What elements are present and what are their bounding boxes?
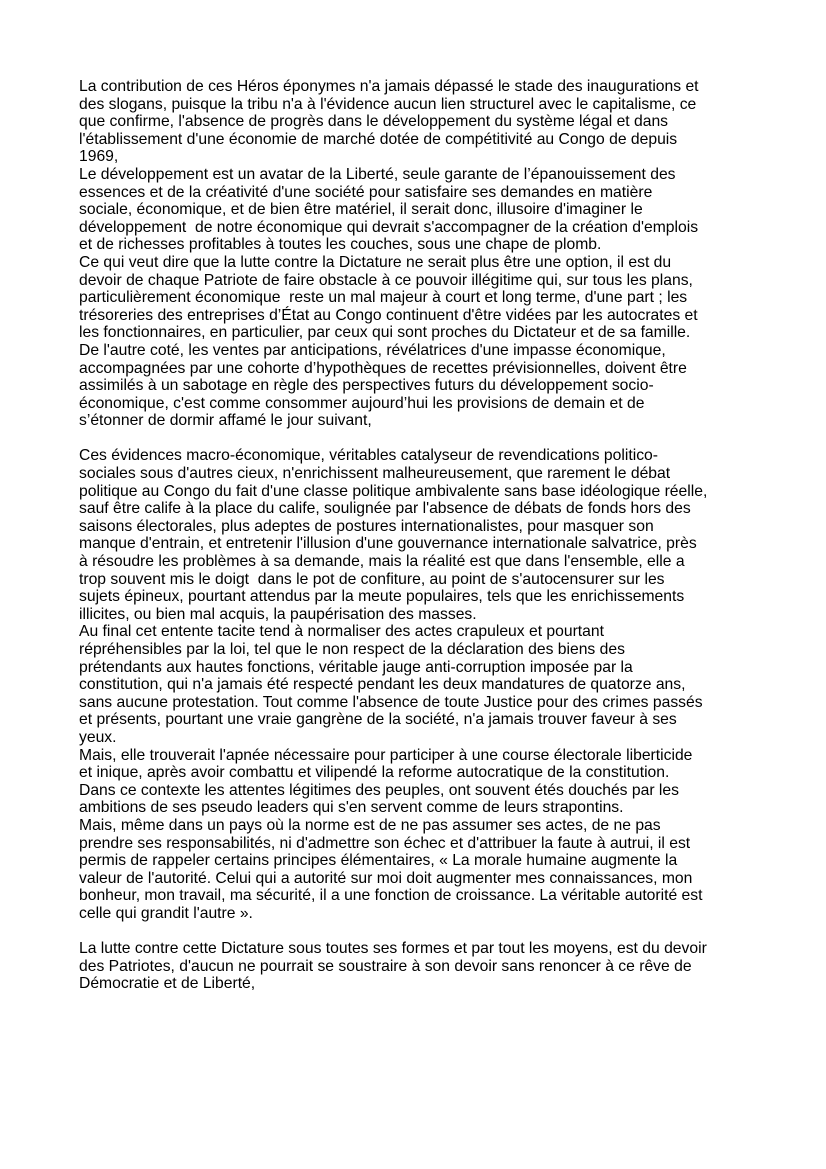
text-line: sociale, économique, et de bien être matériel, il serait donc, illusoire d'imaginer le	[79, 201, 643, 219]
text-line: essences et de la créativité d'une société pour satisfaire ses demandes en matière	[79, 183, 653, 201]
text-line: particulièrement économique reste un mal majeur à court et long terme, d'une part ; les	[79, 289, 688, 307]
text-line: prendre ses responsabilités, ni d'admettre son échec et d'attribuer la faute à autrui, il est	[79, 834, 691, 852]
text-line: que confirme, l'absence de progrès dans le développement du système légal et dans	[79, 113, 669, 131]
text-line: manque d'entrain, et entretenir l'illusion d'une gouvernance internationale salvatrice, près	[79, 535, 697, 553]
text-line: économique, c'est comme consommer aujourd’hui les provisions de demain et de	[79, 394, 645, 412]
text-line: répréhensibles par la loi, tel que le non respect de la déclaration des biens des	[79, 641, 625, 658]
text-line: 1969,	[79, 148, 119, 166]
text-line: s’étonner de dormir affamé le jour suivant,	[79, 412, 372, 430]
text-line: devoir de chaque Patriote de faire obstacle à ce pouvoir illégitime qui, sur tous les plans,	[79, 271, 693, 289]
document-page	[79, 78, 755, 993]
text-line: La contribution de ces Héros éponymes n'a jamais dépassé le stade des inaugurations et	[79, 78, 699, 95]
text-line: sujets épineux, pourtant attendus par la meute populaires, tels que les enrichissements	[79, 588, 685, 606]
text-line: et de richesses profitables à toutes les couches, sous une chape de plomb.	[79, 236, 602, 254]
text-line: permis de rappeler certains principes élémentaires, « La morale humaine augmente la	[79, 852, 678, 870]
text-line: à résoudre les problèmes à sa demande, mais la réalité est que dans l'ensemble, elle a	[79, 553, 685, 571]
text-line: Mais, elle trouverait l'apnée nécessaire pour participer à une course électorale liberticide	[79, 746, 693, 764]
text-line: politique au Congo du fait d'une classe politique ambivalente sans base idéologique réelle,	[79, 482, 708, 500]
text-line: des slogans, puisque la tribu n'a à l'évidence aucun lien structurel avec le capitalisme, ce	[79, 95, 697, 113]
text-line: illicites, ou bien mal acquis, la paupérisation des masses.	[79, 605, 477, 623]
text-line: saisons électorales, plus adeptes de postures internationalistes, pour masquer son	[79, 517, 654, 535]
text-line: trop souvent mis le doigt dans le pot de confiture, au point de s'autocensurer sur les	[79, 570, 665, 588]
text-line: sauf être calife à la place du calife, soulignée par l'absence de débats de fonds hors des	[79, 500, 691, 518]
paragraph-gap	[79, 430, 755, 448]
text-line: celle qui grandit l'autre ».	[79, 904, 253, 922]
text-line: et présents, pourtant une vraie gangrène de la société, n'a jamais trouver faveur à ses	[79, 711, 677, 729]
text-line: des Patriotes, d'aucun ne pourrait se soustraire à son devoir sans renoncer à ce rêve de	[79, 957, 692, 975]
paragraph-gap	[79, 923, 755, 941]
text-line: Démocratie et de Liberté,	[79, 975, 256, 993]
text-line: De l'autre coté, les ventes par anticipations, révélatrices d'une impasse économique,	[79, 341, 666, 359]
text-line: sociales sous d'autres cieux, n'enrichissent malheureusement, que rarement le débat	[79, 465, 671, 483]
text-line: Le développement est un avatar de la Liberté, seule garante de l’épanouissement des	[79, 165, 676, 183]
text-line: Dans ce contexte les attentes légitimes des peuples, ont souvent étés douchés par les	[79, 781, 679, 799]
text-line: trésoreries des entreprises d’État au Congo continuent d'être vidées par les autocrates et	[79, 306, 698, 324]
text-line: Ces évidences macro-économique, véritables catalyseur de revendications politico-	[79, 447, 658, 465]
text-line: Mais, même dans un pays où la norme est de ne pas assumer ses actes, de ne pas	[79, 816, 661, 834]
text-line: assimilés à un sabotage en règle des perspectives futurs du développement socio-	[79, 377, 654, 395]
text-line: Ce qui veut dire que la lutte contre la Dictature ne serait plus être une option, il est du	[79, 253, 672, 271]
text-line: accompagnées par une cohorte d’hypothèques de recettes prévisionnelles, doivent être	[79, 359, 687, 377]
text-line: les fonctionnaires, en particulier, par ceux qui sont proches du Dictateur et de sa famille.	[79, 324, 691, 342]
text-line: ambitions de ses pseudo leaders qui s'en servent comme de leurs strapontins.	[79, 799, 624, 817]
text-line: constitution, qui n'a jamais été respecté pendant les deux mandatures de quatorze ans,	[79, 676, 686, 694]
text-block	[79, 78, 755, 430]
text-line: yeux.	[79, 728, 117, 746]
text-line: développement de notre économique qui devrait s'accompagner de la création d'emplois	[79, 218, 699, 236]
text-line: prétendants aux hautes fonctions, véritable jauge anti-corruption imposée par la	[79, 658, 633, 676]
text-line: bonheur, mon travail, ma sécurité, il a une fonction de croissance. La véritable autorité est	[79, 887, 703, 905]
text-line: Au final cet entente tacite tend à normaliser des actes crapuleux et pourtant	[79, 623, 604, 641]
text-block	[79, 940, 755, 993]
text-line: l'établissement d'une économie de marché dotée de compétitivité au Congo de depuis	[79, 130, 678, 148]
text-line: sans aucune protestation. Tout comme l'absence de toute Justice pour des crimes passés	[79, 693, 703, 711]
text-block	[79, 447, 755, 922]
text-line: et inique, après avoir combattu et vilipendé la reforme autocratique de la constitution.	[79, 764, 670, 782]
text-line: valeur de l'autorité. Celui qui a autorité sur moi doit augmenter mes connaissances, mon	[79, 869, 693, 887]
text-line: La lutte contre cette Dictature sous toutes ses formes et par tout les moyens, est du devoir	[79, 940, 707, 958]
